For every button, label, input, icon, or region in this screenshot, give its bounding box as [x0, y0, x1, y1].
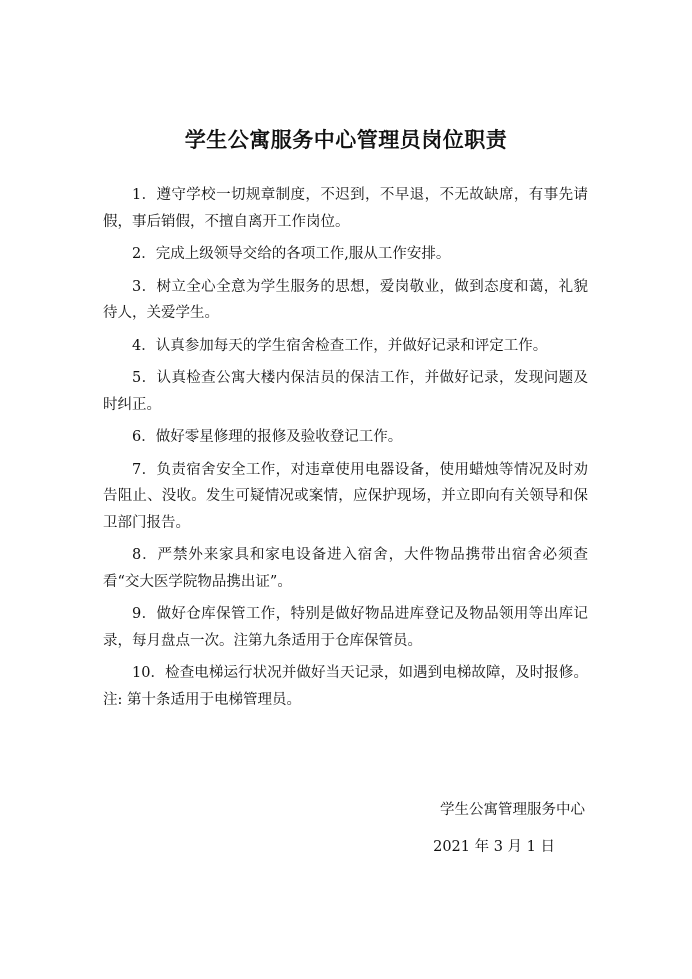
duty-item-6: 6．做好零星修理的报修及验收登记工作。 — [132, 429, 403, 445]
document-title: 学生公寓服务中心管理员岗位职责 — [184, 128, 508, 152]
duty-item-7: 7．负责宿舍安全工作，对违章使用电器设备，使用蜡烛等情况及时劝告阻止、没收。发生可疑情况或案情，应保护现场，并立即向有关领导和保卫部门报告。 — [103, 461, 588, 531]
duty-item-1: 1．遵守学校一切规章制度，不迟到，不早退，不无故缺席，有事先请假，事后销假，不擅自离开工作岗位。 — [103, 187, 588, 230]
signature-date: 2021 年 3 月 1 日 — [433, 839, 555, 855]
duty-item-3: 3．树立全心全意为学生服务的思想，爱岗敬业，做到态度和蔼，礼貌待人，关爱学生。 — [103, 278, 588, 321]
duty-item-8: 8．严禁外来家具和家电设备进入宿舍，大件物品携带出宿舍必须查看“交大医学院物品携出证”。 — [103, 547, 588, 590]
duty-list — [103, 182, 588, 719]
duty-item-4: 4．认真参加每天的学生宿舍检查工作，并做好记录和评定工作。 — [132, 337, 548, 354]
duty-item-10: 10．检查电梯运行状况并做好当天记录，如遇到电梯故障，及时报修。注: 第十条适用于电梯管理员。 — [103, 665, 588, 708]
duty-item-2: 2．完成上级领导交给的各项工作,服从工作安排。 — [132, 246, 451, 262]
signature-organization: 学生公寓管理服务中心 — [440, 802, 585, 818]
duty-item-5: 5．认真检查公寓大楼内保洁员的保洁工作，并做好记录，发现问题及时纠正。 — [103, 370, 588, 413]
duty-item-9: 9．做好仓库保管工作，特别是做好物品进库登记及物品领用等出库记录，每月盘点一次。注第九条适用于仓库保管员。 — [103, 606, 588, 649]
